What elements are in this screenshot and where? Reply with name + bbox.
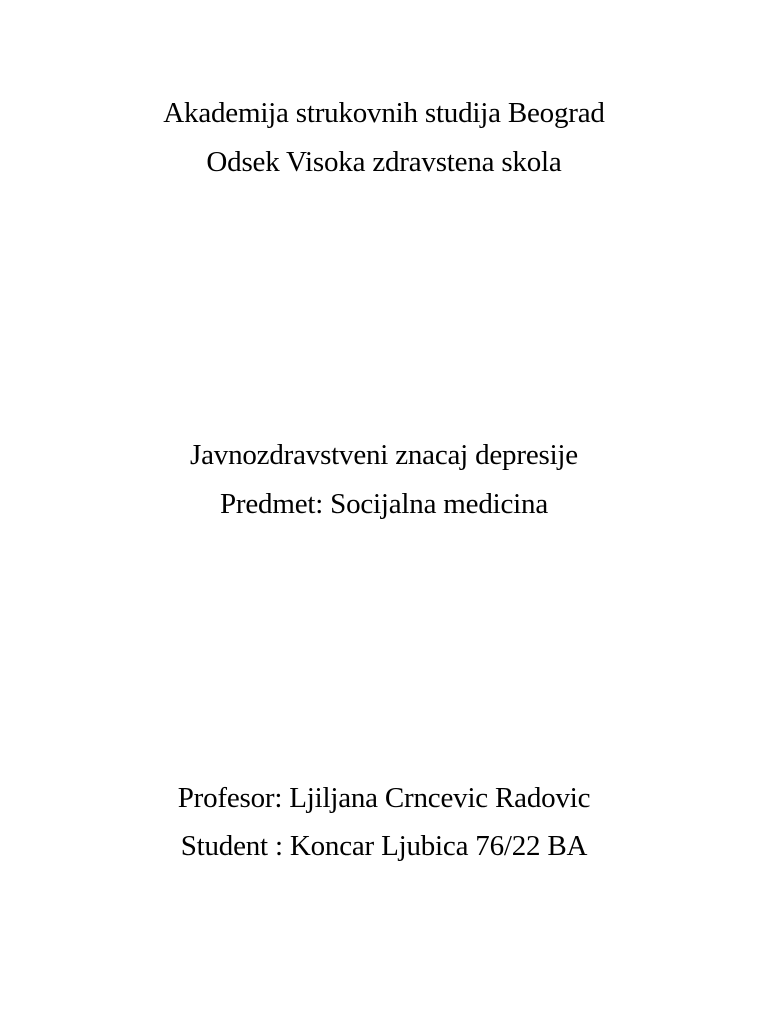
paper-title: Javnozdravstveni znacaj depresije <box>190 439 578 471</box>
academy-name: Akademija strukovnih studija Beograd <box>163 97 605 129</box>
subject-line: Predmet: Socijalna medicina <box>219 488 548 520</box>
department-name: Odsek Visoka zdravstena skola <box>206 146 562 178</box>
professor-line: Profesor: Ljiljana Crncevic Radovic <box>177 782 591 814</box>
student-line: Student : Koncar Ljubica 76/22 BA <box>180 830 588 862</box>
